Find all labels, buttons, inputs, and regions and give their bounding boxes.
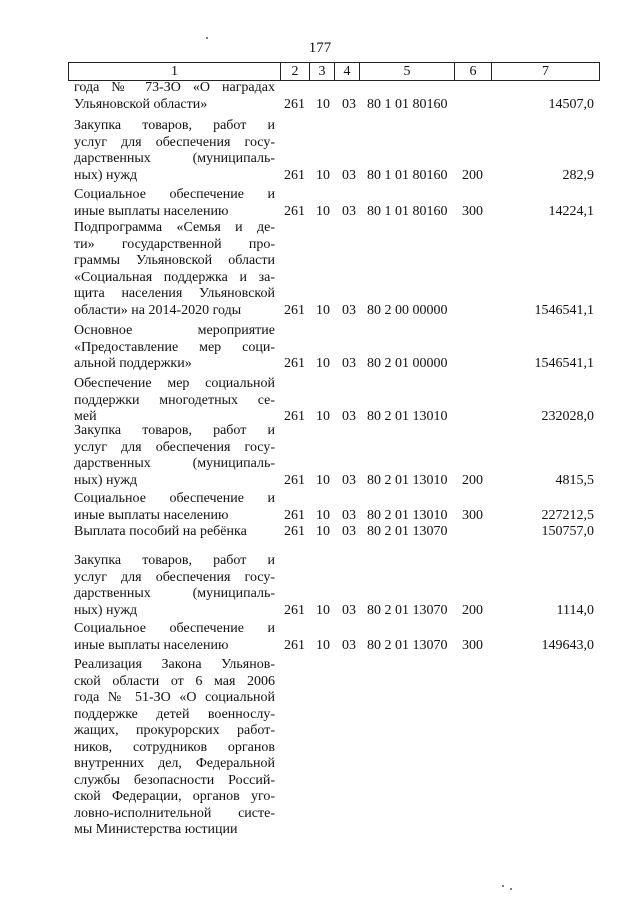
row-name-line: Социальное обеспечение и bbox=[74, 187, 275, 202]
row-name-line: «Социальная поддержка и за- bbox=[74, 269, 275, 285]
row-name bbox=[74, 524, 275, 541]
target-article-cell: 80 1 01 80160 bbox=[367, 167, 448, 183]
amount-cell: 4815,5 bbox=[555, 472, 594, 488]
expense-type-cell: 300 bbox=[462, 203, 483, 219]
expense-type-cell: 200 bbox=[462, 167, 483, 183]
row-name bbox=[74, 323, 275, 373]
section-cell: 10 bbox=[316, 203, 330, 219]
page-number: 177 bbox=[308, 40, 332, 56]
subsection-cell: 03 bbox=[342, 302, 356, 318]
row-name-line: услуг для обеспечения госу- bbox=[74, 569, 275, 585]
row-name bbox=[74, 553, 275, 619]
row-name-line: жащих, прокурорских работ- bbox=[74, 723, 275, 738]
row-name-line: Выплата пособий на ребёнка bbox=[74, 524, 247, 539]
amount-cell: 14224,1 bbox=[548, 203, 594, 219]
row-name-line: ской Федерации, органов уго- bbox=[74, 789, 275, 804]
row-name bbox=[74, 80, 275, 113]
section-cell: 10 bbox=[316, 302, 330, 318]
code-cell: 261 bbox=[284, 637, 305, 653]
row-name-line: граммы Ульяновской области bbox=[74, 253, 275, 268]
code-cell: 261 bbox=[284, 167, 305, 183]
row-name bbox=[74, 491, 275, 524]
section-cell: 10 bbox=[316, 472, 330, 488]
scan-speck bbox=[206, 37, 208, 39]
subsection-cell: 03 bbox=[342, 96, 356, 112]
row-name bbox=[74, 220, 275, 319]
row-name-line: службы безопасности Россий- bbox=[74, 772, 275, 788]
row-name-line: поддержке детей военнослу- bbox=[74, 706, 275, 722]
row-name-line: мы Министерства юстиции bbox=[74, 822, 238, 837]
header-col-5: 5 bbox=[360, 63, 455, 81]
row-name-line: внутренних дел, Федеральной bbox=[74, 756, 275, 771]
header-col-7: 7 bbox=[492, 63, 600, 81]
target-article-cell: 80 2 01 13070 bbox=[367, 524, 448, 539]
row-name-line: щита населения Ульяновской bbox=[74, 286, 275, 301]
target-article-cell: 80 2 01 13070 bbox=[367, 602, 448, 618]
expense-type-cell: 200 bbox=[462, 602, 483, 618]
section-cell: 10 bbox=[316, 507, 330, 523]
section-cell: 10 bbox=[316, 409, 330, 424]
amount-cell: 150757,0 bbox=[541, 524, 594, 539]
code-cell: 261 bbox=[284, 203, 305, 219]
row-name-line: ных) нужд bbox=[74, 167, 138, 183]
row-name-line: услуг для обеспечения госу- bbox=[74, 134, 275, 150]
amount-cell: 232028,0 bbox=[541, 409, 594, 424]
row-name-line: Подпрограмма «Семья и де- bbox=[74, 220, 275, 235]
target-article-cell: 80 2 01 13010 bbox=[367, 409, 448, 424]
header-col-2: 2 bbox=[281, 63, 310, 81]
row-name-line: области» на 2014-2020 годы bbox=[74, 302, 242, 318]
subsection-cell: 03 bbox=[342, 524, 356, 539]
amount-cell: 149643,0 bbox=[541, 637, 594, 653]
row-name-line: ловно-исполнительной систе- bbox=[74, 805, 275, 821]
row-name bbox=[74, 376, 275, 426]
subsection-cell: 03 bbox=[342, 167, 356, 183]
row-name-line: иные выплаты населению bbox=[74, 203, 229, 219]
subsection-cell: 03 bbox=[342, 356, 356, 371]
row-name bbox=[74, 118, 275, 184]
header-col-4: 4 bbox=[335, 63, 360, 81]
code-cell: 261 bbox=[284, 356, 305, 371]
subsection-cell: 03 bbox=[342, 637, 356, 653]
row-name-line: иные выплаты населению bbox=[74, 507, 229, 523]
row-name-line: поддержки многодетных се- bbox=[74, 392, 275, 408]
row-name-line: Социальное обеспечение и bbox=[74, 491, 275, 506]
target-article-cell: 80 2 01 13070 bbox=[367, 637, 448, 653]
row-name bbox=[74, 621, 275, 654]
expense-type-cell: 300 bbox=[462, 637, 483, 653]
target-article-cell: 80 1 01 80160 bbox=[367, 96, 448, 112]
scan-speck bbox=[502, 885, 504, 887]
subsection-cell: 03 bbox=[342, 203, 356, 219]
row-name-line: услуг для обеспечения госу- bbox=[74, 439, 275, 455]
code-cell: 261 bbox=[284, 472, 305, 488]
row-name-line: Закупка товаров, работ и bbox=[74, 423, 275, 438]
row-name-line: Закупка товаров, работ и bbox=[74, 553, 275, 568]
row-name bbox=[74, 657, 275, 839]
section-cell: 10 bbox=[316, 167, 330, 183]
row-name-line: дарственных (муниципаль- bbox=[74, 456, 275, 471]
row-name-line: ных) нужд bbox=[74, 472, 138, 488]
target-article-cell: 80 2 01 13010 bbox=[367, 472, 448, 488]
section-cell: 10 bbox=[316, 356, 330, 371]
header-col-6: 6 bbox=[455, 63, 492, 81]
target-article-cell: 80 1 01 80160 bbox=[367, 203, 448, 219]
code-cell: 261 bbox=[284, 409, 305, 424]
target-article-cell: 80 2 01 13010 bbox=[367, 507, 448, 523]
row-name-line: года № 73-ЗО «О наградах bbox=[74, 80, 275, 95]
header-col-3: 3 bbox=[310, 63, 335, 81]
row-name bbox=[74, 423, 275, 489]
expense-type-cell: 300 bbox=[462, 507, 483, 523]
scan-speck bbox=[510, 888, 512, 890]
row-name-line: альной поддержки» bbox=[74, 356, 192, 371]
code-cell: 261 bbox=[284, 507, 305, 523]
row-name-line: иные выплаты населению bbox=[74, 637, 229, 653]
row-name-line: Реализация Закона Ульянов- bbox=[74, 657, 275, 672]
code-cell: 261 bbox=[284, 96, 305, 112]
subsection-cell: 03 bbox=[342, 409, 356, 424]
row-name-line: ных) нужд bbox=[74, 602, 138, 618]
section-cell: 10 bbox=[316, 637, 330, 653]
code-cell: 261 bbox=[284, 602, 305, 618]
section-cell: 10 bbox=[316, 602, 330, 618]
code-cell: 261 bbox=[284, 524, 305, 539]
row-name-line: ти» государственной про- bbox=[74, 236, 275, 252]
target-article-cell: 80 2 01 00000 bbox=[367, 356, 448, 371]
row-name-line: Обеспечение мер социальной bbox=[74, 376, 275, 391]
row-name-line: дарственных (муниципаль- bbox=[74, 151, 275, 166]
header-col-1: 1 bbox=[69, 63, 281, 81]
section-cell: 10 bbox=[316, 96, 330, 112]
target-article-cell: 80 2 00 00000 bbox=[367, 302, 448, 318]
row-name-line: Закупка товаров, работ и bbox=[74, 118, 275, 133]
subsection-cell: 03 bbox=[342, 472, 356, 488]
subsection-cell: 03 bbox=[342, 507, 356, 523]
table-header bbox=[68, 62, 600, 81]
amount-cell: 282,9 bbox=[562, 167, 594, 183]
subsection-cell: 03 bbox=[342, 602, 356, 618]
amount-cell: 1546541,1 bbox=[534, 356, 594, 371]
amount-cell: 1114,0 bbox=[556, 602, 594, 618]
row-name-line: Ульяновской области» bbox=[74, 96, 208, 112]
row-name bbox=[74, 187, 275, 220]
amount-cell: 1546541,1 bbox=[534, 302, 594, 318]
row-name-line: дарственных (муниципаль- bbox=[74, 586, 275, 601]
row-name-line: Социальное обеспечение и bbox=[74, 621, 275, 636]
amount-cell: 14507,0 bbox=[548, 96, 594, 112]
section-cell: 10 bbox=[316, 524, 330, 539]
row-name-line: ников, сотрудников органов bbox=[74, 739, 275, 755]
row-name-line: мей bbox=[74, 409, 97, 424]
row-name-line: ской области от 6 мая 2006 bbox=[74, 673, 275, 689]
row-name-line: Основное мероприятие bbox=[74, 323, 275, 338]
amount-cell: 227212,5 bbox=[541, 507, 594, 523]
code-cell: 261 bbox=[284, 302, 305, 318]
row-name-line: года № 51-ЗО «О социальной bbox=[74, 690, 275, 705]
row-name-line: «Предоставление мер соци- bbox=[74, 339, 275, 355]
expense-type-cell: 200 bbox=[462, 472, 483, 488]
